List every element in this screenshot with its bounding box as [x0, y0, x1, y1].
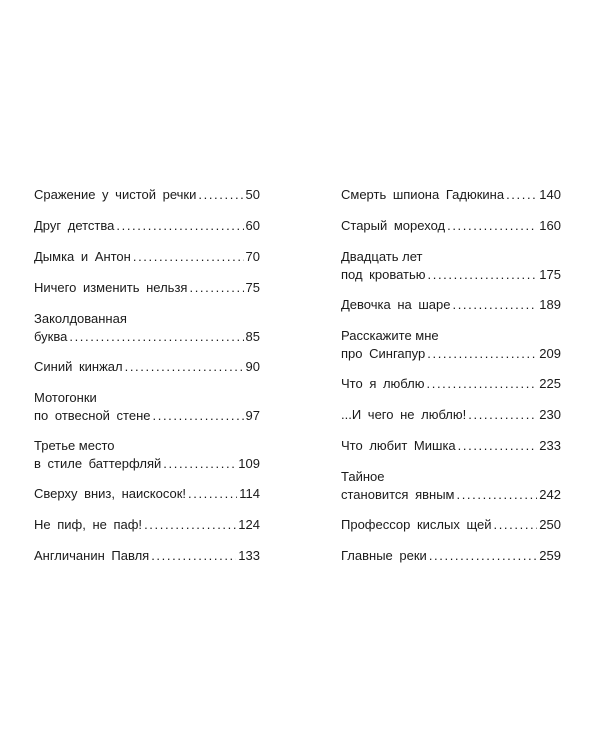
toc-entry — [34, 358, 260, 376]
toc-entry-page-number: 225 — [539, 376, 561, 391]
dot-leader — [188, 485, 237, 503]
toc-entry-page-number: 90 — [245, 359, 260, 374]
toc-entry-page-number: 70 — [245, 249, 260, 264]
toc-entry-line — [341, 186, 561, 204]
toc-entry-title: Дымка и Антон — [34, 249, 131, 264]
toc-entry-line — [341, 345, 561, 363]
toc-entry-line — [34, 407, 260, 425]
toc-entry-title: становится явным — [341, 487, 455, 502]
toc-entry-page-number: 175 — [539, 267, 561, 282]
dot-leader — [428, 266, 538, 284]
toc-entry-title: Что любит Мишка — [341, 438, 456, 453]
toc-entry-page-number: 97 — [245, 408, 260, 423]
toc-entry-title: про Сингапур — [341, 346, 426, 361]
toc-entry-title: Англичанин Павля — [34, 548, 150, 563]
toc-entry — [341, 186, 561, 204]
toc-entry — [341, 296, 561, 314]
toc-entry-line — [34, 186, 260, 204]
dot-leader — [198, 186, 243, 204]
toc-entry — [34, 279, 260, 297]
toc-entry-page-number: 60 — [245, 218, 260, 233]
dot-leader — [153, 407, 244, 425]
dot-leader — [144, 516, 236, 534]
toc-entry-title-line: Мотогонки — [34, 390, 97, 405]
toc-entry-page-number: 250 — [539, 517, 561, 532]
toc-entry — [34, 310, 260, 346]
toc-entry — [34, 389, 260, 425]
dot-leader — [506, 186, 537, 204]
toc-entry-page-number: 209 — [539, 346, 561, 361]
toc-entry-line — [34, 547, 260, 565]
dot-leader — [163, 455, 236, 473]
toc-column-left — [34, 186, 260, 578]
toc-entry-title-line: Заколдованная — [34, 311, 127, 326]
toc-entry-title: Главные реки — [341, 548, 427, 563]
toc-entry-title: Старый мореход — [341, 218, 446, 233]
toc-entry-page-number: 75 — [245, 280, 260, 295]
toc-entry-line — [341, 266, 561, 284]
toc-entry — [34, 186, 260, 204]
toc-entry — [34, 485, 260, 503]
dot-leader — [456, 486, 537, 504]
toc-entry-line — [34, 328, 260, 346]
toc-entry-line — [34, 217, 260, 235]
toc-entry-page-number: 230 — [539, 407, 561, 422]
dot-leader — [189, 279, 243, 297]
dot-leader — [427, 375, 538, 393]
dot-leader — [429, 547, 537, 565]
toc-entry-title: Смерть шпиона Гадюкина — [341, 187, 505, 202]
toc-entry-title: Не пиф, не паф! — [34, 517, 143, 532]
toc-entry-line — [341, 547, 561, 565]
toc-entry-line — [34, 248, 260, 266]
toc-entry-page-number: 160 — [539, 218, 561, 233]
toc-entry-title: Синий кинжал — [34, 359, 123, 374]
toc-entry-title: по отвесной стене — [34, 408, 151, 423]
toc-entry — [34, 547, 260, 565]
toc-entry-title: Друг детства — [34, 218, 115, 233]
toc-entry-line — [34, 485, 260, 503]
toc-entry-title: Профессор кислых щей — [341, 517, 492, 532]
toc-entry-title-line: Расскажите мне — [341, 328, 439, 343]
toc-entry — [341, 406, 561, 424]
toc-entry — [341, 516, 561, 534]
toc-entry-page-number: 109 — [238, 456, 260, 471]
toc-entry-title: Что я люблю — [341, 376, 425, 391]
toc-entry — [341, 375, 561, 393]
toc-entry-page-number: 124 — [238, 517, 260, 532]
toc-entry-line — [341, 296, 561, 314]
toc-entry-line — [341, 437, 561, 455]
toc-entry — [341, 327, 561, 363]
dot-leader — [69, 328, 243, 346]
toc-entry-line — [34, 455, 260, 473]
toc-entry-title: в стиле баттерфляй — [34, 456, 162, 471]
toc-column-right — [341, 186, 561, 578]
toc-entry — [341, 468, 561, 504]
toc-entry — [34, 248, 260, 266]
toc-entry-page-number: 50 — [245, 187, 260, 202]
toc-entry-title: Ничего изменить нельзя — [34, 280, 188, 295]
toc-entry — [341, 217, 561, 235]
toc-entry-page-number: 140 — [539, 187, 561, 202]
toc-entry-title: Девочка на шаре — [341, 297, 451, 312]
dot-leader — [468, 406, 537, 424]
toc-entry-title-line: Тайное — [341, 469, 385, 484]
dot-leader — [125, 358, 244, 376]
dot-leader — [427, 345, 537, 363]
dot-leader — [151, 547, 236, 565]
toc-entry-line — [34, 279, 260, 297]
toc-entry-page-number: 233 — [539, 438, 561, 453]
toc-entry-title: буква — [34, 329, 68, 344]
toc-entry-line — [341, 375, 561, 393]
toc-entry-page-number: 259 — [539, 548, 561, 563]
toc-entry — [341, 547, 561, 565]
toc-entry-title-line: Двадцать лет — [341, 249, 423, 264]
toc-entry-title-line: Третье место — [34, 438, 115, 453]
dot-leader — [452, 296, 537, 314]
toc-entry-page-number: 242 — [539, 487, 561, 502]
toc-entry-page-number: 85 — [245, 329, 260, 344]
dot-leader — [116, 217, 243, 235]
toc-entry-page-number: 114 — [239, 486, 260, 501]
toc-entry-title: ...И чего не люблю! — [341, 407, 467, 422]
toc-entry-line — [34, 516, 260, 534]
dot-leader — [447, 217, 537, 235]
toc-entry-line — [341, 486, 561, 504]
toc-entry-title: Сражение у чистой речки — [34, 187, 197, 202]
toc-entry — [34, 437, 260, 473]
toc-entry-line — [34, 358, 260, 376]
toc-entry-title: Сверху вниз, наискосок! — [34, 486, 187, 501]
toc-entry-line — [341, 516, 561, 534]
toc-entry-line — [341, 406, 561, 424]
toc-entry-title: под кроватью — [341, 267, 426, 282]
toc-entry-page-number: 133 — [238, 548, 260, 563]
dot-leader — [458, 437, 538, 455]
toc-entry — [34, 516, 260, 534]
toc-entry — [341, 437, 561, 455]
toc-entry — [34, 217, 260, 235]
dot-leader — [133, 248, 244, 266]
toc-entry-line — [341, 217, 561, 235]
toc-entry-page-number: 189 — [539, 297, 561, 312]
dot-leader — [493, 516, 537, 534]
toc-entry — [341, 248, 561, 284]
